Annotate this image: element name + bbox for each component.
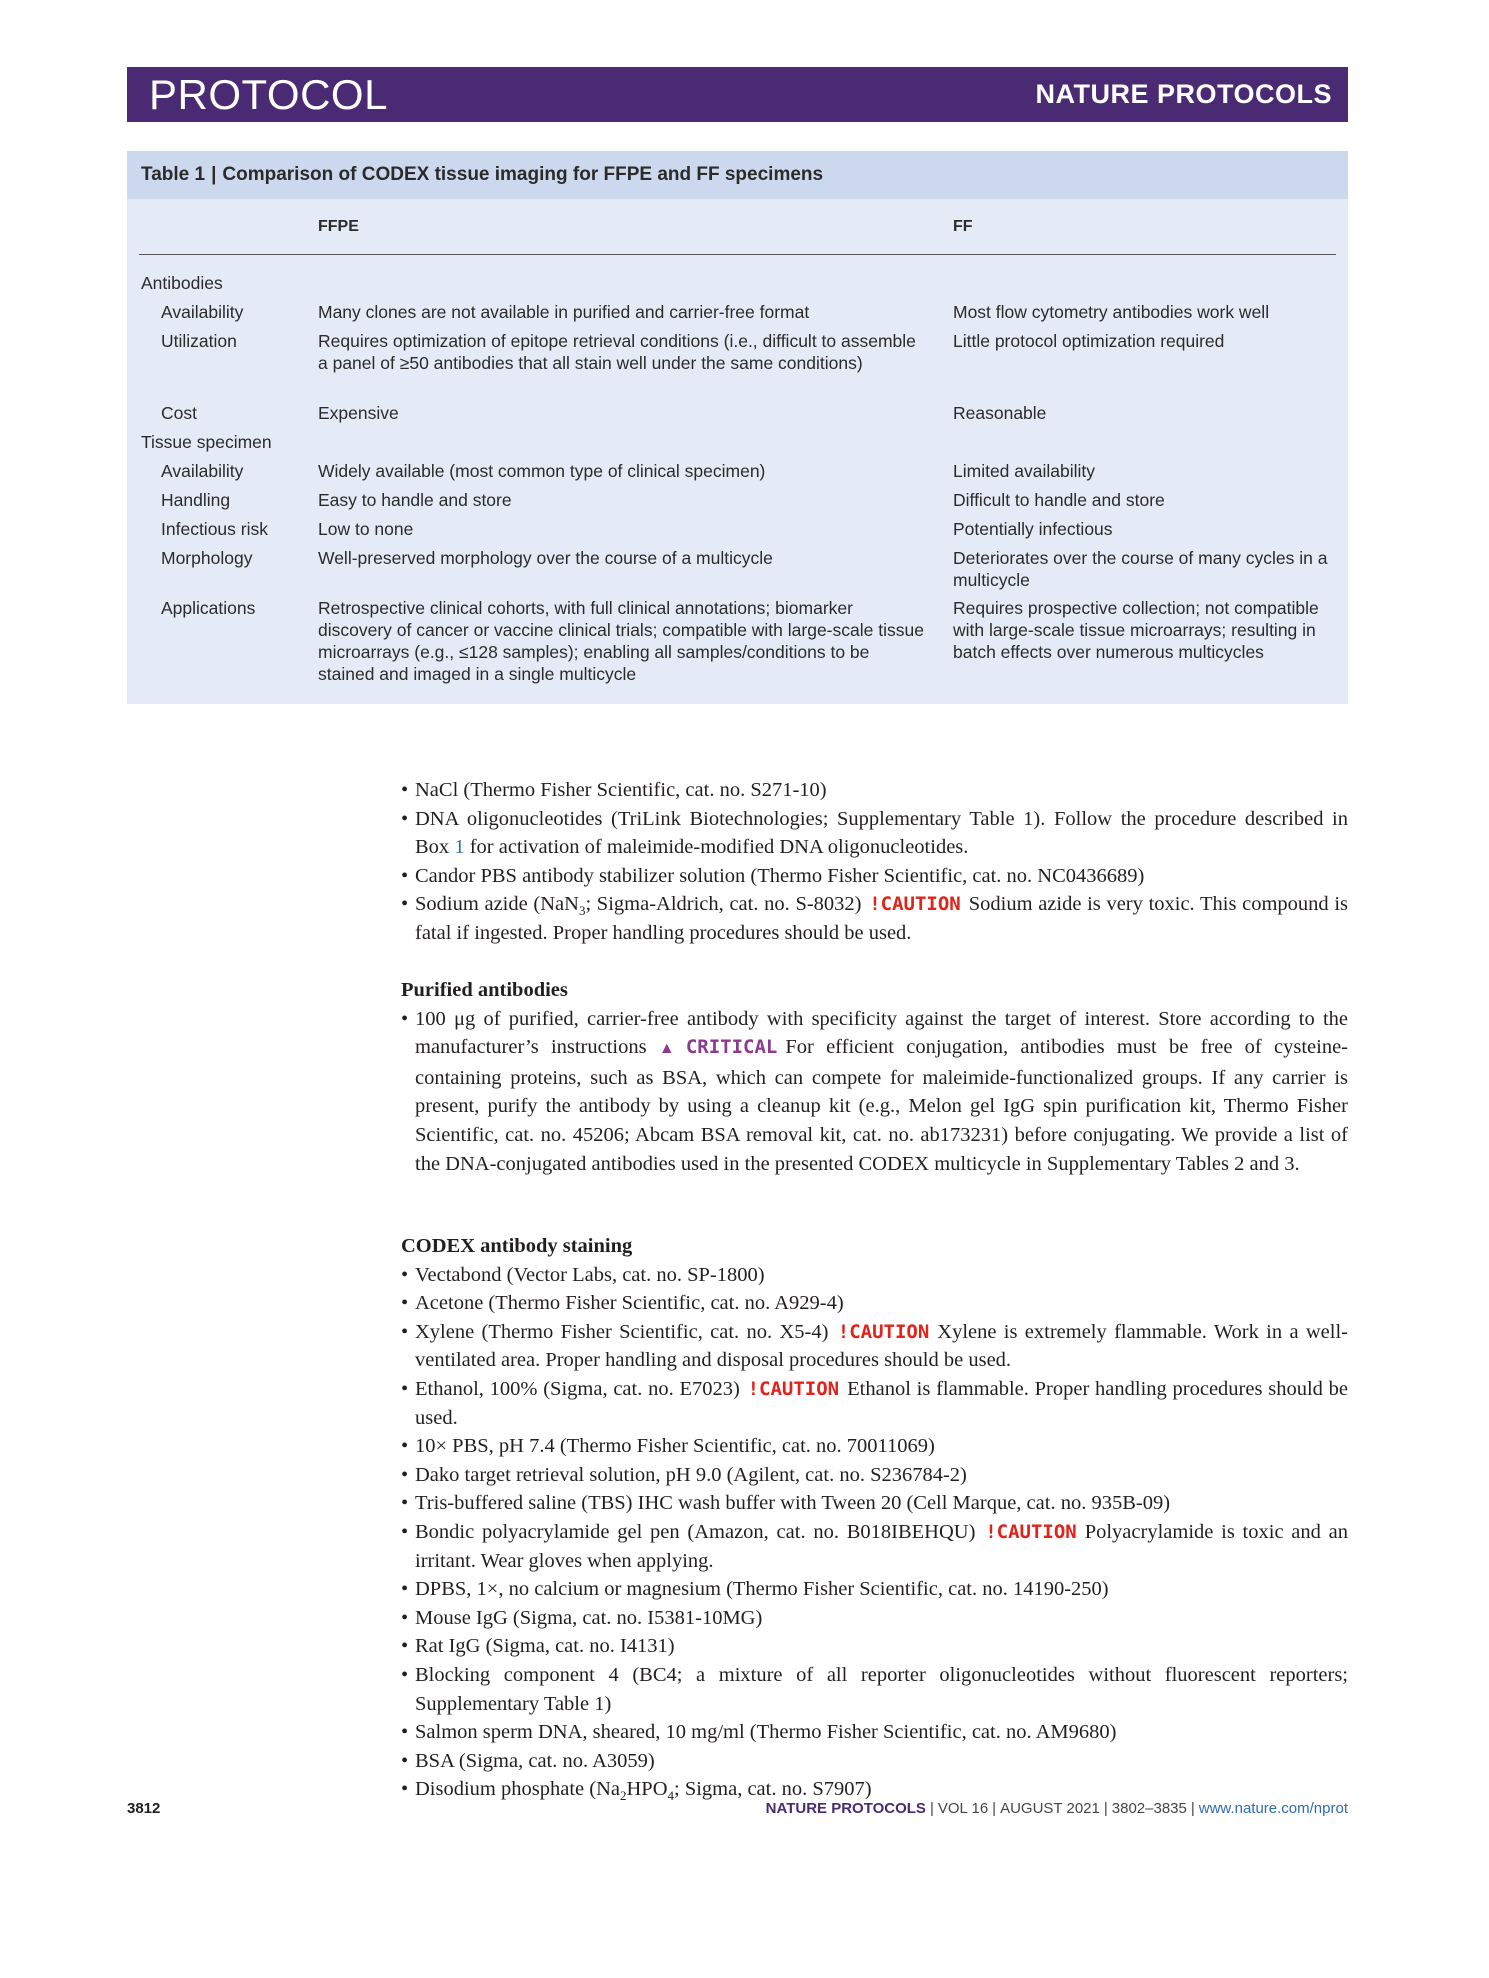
critical-triangle-icon: ▲ [658, 1040, 682, 1058]
ff-cell: Deteriorates over the course of many cycles in a multicycle [953, 548, 1328, 590]
footer-date: AUGUST 2021 [1000, 1800, 1100, 1817]
row-label: Infectious risk [161, 519, 268, 539]
table-title-text: Comparison of CODEX tissue imaging for FFPE and FF specimens [222, 164, 824, 185]
journal-name: NATURE PROTOCOLS [1035, 79, 1332, 109]
codex-staining-section [401, 1232, 1348, 1804]
list-item: • DPBS, 1×, no calcium or magnesium (Thermo Fisher Scientific, cat. no. 14190-250) [401, 1575, 1348, 1604]
list-item: • Candor PBS antibody stabilizer solution (Thermo Fisher Scientific, cat. no. NC0436689) [401, 862, 1348, 891]
list-item: • DNA oligonucleotides (TriLink Biotechnologies; Supplementary Table 1). Follow the procedure described in Box 1 for activation of maleimide-modified DNA oligonucleotides. [401, 805, 1348, 862]
group-label: Tissue specimen [141, 432, 272, 452]
footer-url-link[interactable]: www.nature.com/nprot [1198, 1800, 1348, 1817]
ffpe-cell: Requires optimization of epitope retrieval conditions (i.e., difficult to assemble a panel of ≥50 antibodies that all stain well under the same conditions) [318, 331, 916, 373]
list-item: • Rat IgG (Sigma, cat. no. I4131) [401, 1632, 1348, 1661]
section-heading: CODEX antibody staining [401, 1235, 633, 1257]
list-item: • 100 μg of purified, carrier-free antibody with specificity against the target of interest. Store according to the manufacturer’s instructions ▲ CRITICAL For efficient conjugation, antibodies must be free of cysteine-containing proteins, such as BSA, which can compete for maleimide-functionalized groups. If any carrier is present, purify the antibody by using a cleanup kit (e.g., Melon gel IgG spin purification kit, Thermo Fisher Scientific, cat. no. 45206; Abcam BSA removal kit, cat. no. ab173231) before conjugating. We provide a list of the DNA-conjugated antibodies used in the presented CODEX multicycle in Supplementary Tables 2 and 3. [401, 1005, 1348, 1179]
row-label: Applications [161, 598, 256, 618]
ffpe-cell: Retrospective clinical cohorts, with full clinical annotations; biomarker discovery of cancer or vaccine clinical trials; compatible with large-scale tissue microarrays (e.g., ≤128 samples); enabling all samples/conditions to be stained and imaged in a single multicycle [318, 598, 924, 684]
footer-pages: 3802–3835 [1111, 1800, 1187, 1817]
section-heading: Purified antibodies [401, 979, 568, 1001]
list-item: • BSA (Sigma, cat. no. A3059) [401, 1747, 1348, 1776]
list-item: • 10× PBS, pH 7.4 (Thermo Fisher Scientific, cat. no. 70011069) [401, 1432, 1348, 1461]
ff-cell: Reasonable [953, 403, 1047, 423]
column-header-ff: FF [953, 218, 973, 235]
row-label: Cost [161, 403, 197, 423]
list-item: • Tris-buffered saline (TBS) IHC wash buffer with Tween 20 (Cell Marque, cat. no. 935B-09) [401, 1489, 1348, 1518]
reagent-list-top [401, 776, 1348, 948]
list-item: • Mouse IgG (Sigma, cat. no. I5381-10MG) [401, 1604, 1348, 1633]
box-1-link[interactable]: 1 [454, 836, 465, 859]
ff-cell: Difficult to handle and store [953, 490, 1165, 510]
ffpe-cell: Many clones are not available in purified and carrier-free format [318, 302, 810, 322]
row-label: Morphology [161, 548, 253, 568]
caution-label: !CAUTION [747, 1377, 840, 1400]
list-item: • Salmon sperm DNA, sheared, 10 mg/ml (Thermo Fisher Scientific, cat. no. AM9680) [401, 1718, 1348, 1747]
ffpe-cell: Well-preserved morphology over the course of a multicycle [318, 548, 773, 568]
list-item: • Ethanol, 100% (Sigma, cat. no. E7023) !CAUTION Ethanol is flammable. Proper handling procedures should be used. [401, 1375, 1348, 1432]
caution-label: !CAUTION [837, 1320, 930, 1343]
list-item: • Bondic polyacrylamide gel pen (Amazon, cat. no. B018IBEHQU) !CAUTION Polyacrylamide is toxic and an irritant. Wear gloves when applying. [401, 1518, 1348, 1575]
ff-cell: Little protocol optimization required [953, 331, 1225, 351]
row-label: Availability [161, 302, 244, 322]
list-item: • Disodium phosphate ($Na_2HPO_4$; Sigma, cat. no. S7907) [401, 1775, 1348, 1804]
table-title [127, 151, 1348, 199]
footer-volume: VOL 16 [937, 1800, 989, 1817]
footer-journal: NATURE PROTOCOLS [765, 1800, 926, 1817]
table-title-separator: | [211, 164, 217, 185]
row-label: Handling [161, 490, 231, 510]
comparison-table [127, 151, 1348, 704]
caution-label: !CAUTION [869, 893, 961, 916]
ffpe-cell: Expensive [318, 403, 399, 423]
ff-cell: Potentially infectious [953, 519, 1113, 539]
ffpe-cell: Widely available (most common type of clinical specimen) [318, 461, 766, 481]
section-label: PROTOCOL [149, 70, 388, 118]
ff-cell: Most flow cytometry antibodies work well [953, 302, 1270, 322]
list-item: • Sodium azide (NaN$_3$; Sigma-Aldrich, cat. no. S-8032) !CAUTION Sodium azide is very toxic. This compound is fatal if ingested. Proper handling procedures should be used. [401, 890, 1348, 947]
caution-label: !CAUTION [985, 1520, 1077, 1543]
list-item: • Dako target retrieval solution, pH 9.0 (Agilent, cat. no. S236784-2) [401, 1461, 1348, 1490]
list-item: • NaCl (Thermo Fisher Scientific, cat. no. S271-10) [401, 776, 1348, 805]
row-label: Availability [161, 461, 244, 481]
ff-cell: Requires prospective collection; not compatible with large-scale tissue microarrays; resulting in batch effects over numerous multicycles [953, 598, 1319, 662]
page-number: 3812 [127, 1800, 161, 1817]
column-header-ffpe: FFPE [318, 218, 359, 235]
purified-antibodies-section [401, 976, 1348, 1178]
ff-cell: Limited availability [953, 461, 1096, 481]
list-item: • Xylene (Thermo Fisher Scientific, cat. no. X5-4) !CAUTION Xylene is extremely flammable. Work in a well-ventilated area. Proper handling and disposal procedures should be used. [401, 1318, 1348, 1375]
list-item: • Acetone (Thermo Fisher Scientific, cat. no. A929-4) [401, 1289, 1348, 1318]
ffpe-cell: Low to none [318, 519, 414, 539]
list-item: • Vectabond (Vector Labs, cat. no. SP-1800) [401, 1261, 1348, 1290]
row-label: Utilization [161, 331, 237, 351]
ffpe-cell: Easy to handle and store [318, 490, 512, 510]
page-header [127, 67, 1348, 122]
group-label: Antibodies [141, 273, 223, 293]
list-item: • Blocking component 4 (BC4; a mixture of all reporter oligonucleotides without fluorescent reporters; Supplementary Table 1) [401, 1661, 1348, 1718]
table-label: Table 1 [141, 164, 206, 185]
footer-citation: NATURE PROTOCOLS | VOL 16 | AUGUST 2021 | 3802–3835 | www.nature.com/nprot [765, 1800, 1348, 1817]
header-divider [139, 254, 1336, 255]
critical-label: CRITICAL [685, 1036, 778, 1059]
